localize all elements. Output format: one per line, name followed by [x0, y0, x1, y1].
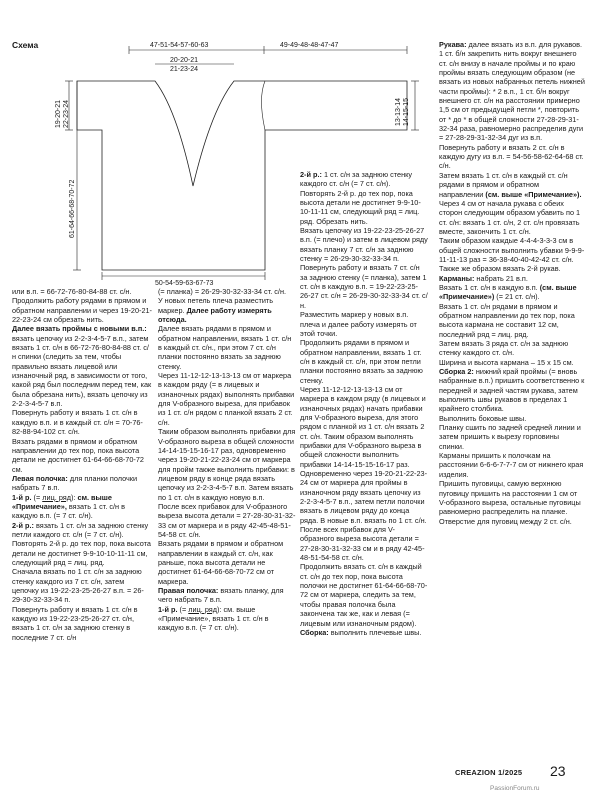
paragraph-text: (= — [177, 604, 189, 614]
paragraph: Вязать цепочку из 19-22-23-25-26-27 в.п. (= плечо) и затем в лицевом ряду вязать планку 7 ст. с/н за заднюю стенку = 26-29-30-32-33-34 п. — [300, 226, 428, 264]
paragraph-text: Вязать 1 ст. с/н в каждую в.п. — [439, 282, 540, 292]
subheading: Сборка: — [300, 627, 329, 637]
dim-armhole-2: 22-23-24 — [63, 99, 70, 128]
paragraph — [12, 493, 152, 521]
note-reference: (см. выше «Примечание»). — [485, 189, 582, 199]
text-column-4 — [439, 40, 585, 526]
note-reference: см. выше «Примечание», — [12, 492, 112, 511]
paragraph: Повернуть работу и вязать 1 ст. с/н в каждую в.п. и в каждый ст. с/н = 70-76-82-88-94-102 ст. с/н. — [12, 408, 143, 437]
paragraph: Разместить маркер у новых в.п. плеча и далее работу измерять от этой точки. — [300, 310, 417, 338]
subheading: Сборка 2: — [439, 367, 474, 377]
subheading: Правая полочка: — [158, 586, 219, 595]
paragraph: 1 ст. б/н закрепить нить вокруг внешнего ст. с/н внизу в начале проймы и по краю проймы вязать следующим образом (не вязать из новых набранных петель нижней части проймы): * 2 в.п., 1 ст. б/н вокруг внешнего ст. с/н на расстоянии примерно 1,5 см от предыдущей петли *, повторить от * до * в общей сложности 27-28-29-31-32-34 раза, равномерно распределив дуги = 27-28-29-31-32-34 дуг из в.п. — [439, 49, 585, 143]
paragraph: Пришить пуговицы, самую верхнюю пуговицу пришить на расстоянии 1 см от V-образного выреза, остальные пуговицы равномерно распределить на планке. Отверстие для пуговиц между 2 ст. с/н. — [439, 479, 581, 526]
paragraph-text: 1 ст. с/н за заднюю стенку каждого ст. с/н (= 7 ст. с/н). — [300, 170, 413, 189]
paragraph: Таким образом каждые 4-4-4-3-3-3 см в общей сложности выполнить убавки 9-9-9-11-11-13 раз = 36-38-40-40-42-42 ст. с/н. — [439, 236, 585, 264]
paragraph: Через 11-12-12-13-13-13 см от маркера в каждом ряду (= в лицевых и изнаночных рядах) выполнять прибавки для V-образного выреза, для прибавок из 1 ст. с/н рядом с планкой вязать 2 ст. с/н. — [158, 371, 295, 427]
underlined-text: лиц. ряд — [42, 492, 72, 502]
paragraph: Продолжить работу рядами в прямом и обратном направлении и через 19-20-21-22-23-24 см обрезать нить. — [12, 296, 152, 325]
paragraph-text: вязать планку, для чего набрать 7 в.п. — [158, 586, 284, 605]
paragraph-text: ): — [71, 492, 78, 502]
dim-cuff-1: 13-13-14 — [395, 97, 402, 126]
note-reference: (см. выше «Примечание») — [439, 282, 577, 302]
paragraph-text: Затем вязать 1 ст. с/н в каждый ст. с/н рядами в прямом и обратном направлении — [439, 170, 568, 199]
paragraph — [158, 586, 296, 605]
page-number: 23 — [550, 763, 566, 779]
dim-bottom: 50-54-59-63-67-73 — [155, 280, 214, 287]
paragraph: Ширина и высота кармана – 15 х 15 см. — [439, 357, 574, 367]
paragraph: Вязать рядами в прямом и обратном направлении до тех пор, пока высота детали не достигнет 61-64-66-68-70-72 см. — [12, 436, 144, 474]
paragraph: Повернуть работу и вязать 1 ст. с/н в каждую из 19-22-23-25-26-27 ст. с/н, вязать 1 ст. с/н за заднюю стенку в последние 7 ст. с/н — [12, 604, 138, 642]
paragraph-text: вязать 1 ст. с/н за заднюю стенку петли каждого ст. с/н (= 7 ст. с/н). — [12, 520, 149, 539]
emphasis: Далее работу измерять отсюда. — [158, 305, 272, 325]
row-label: 1-й р. — [158, 604, 178, 614]
paragraph-text: вязать 1 ст. с/н в каждую в.п. (= 7 ст. с/н). — [12, 501, 125, 521]
paragraph: Планку сшить по задней средней линии и затем пришить к вырезу горловины спинки. — [439, 423, 581, 451]
subheading: Далее вязать проймы с новыми в.п.: — [12, 324, 147, 334]
underlined-text: лиц. ряд — [188, 604, 218, 614]
paragraph: Карманы пришить к полочкам на расстоянии 6-6-6-7-7-7 см от нижнего края изделия. — [439, 451, 584, 479]
paragraph — [439, 367, 585, 414]
paragraph: Продолжить рядами в прямом и обратном направлении, вязать 1 ст. с/н в каждый ст. с/н, при этом петли планки постоянно вязать за заднюю стенку. — [300, 338, 423, 385]
paragraph — [158, 296, 296, 324]
paragraph-text: У новых петель плеча разместить маркер. — [158, 296, 274, 315]
paragraph — [439, 283, 585, 302]
watermark: PassionForum.ru — [490, 785, 540, 792]
paragraph: Сначала вязать по 1 ст. с/н за заднюю стенку каждого из 7 ст. с/н, затем цепочку из 19-22-23-25-26-27 в.п. = 26-29-30-32-33-34 п. — [12, 567, 144, 605]
paragraph — [158, 605, 296, 633]
text-column-2 — [158, 287, 296, 633]
paragraph — [439, 171, 585, 199]
paragraph — [12, 324, 152, 408]
paragraph: Продолжить вязать ст. с/н в каждый ст. с/н до тех пор, пока высота полочки не достигнет 61-64-66-68-70-72 см от маркера, следить за тем, чтобы правая полочка была закончена так же, как и левая (= лицевым или изнаночным рядом). — [300, 562, 428, 628]
paragraph: Выполнить боковые швы. — [439, 413, 527, 423]
subheading: Карманы: — [439, 273, 475, 283]
paragraph: Также же образом вязать 2-й рукав. — [439, 264, 561, 274]
paragraph-text: набрать 21 в.п. — [476, 273, 528, 283]
paragraph: Повторять 2-й р. до тех пор, пока высота детали не достигнет 9-9-10-10-11-11 см, следующий ряд = лиц. ряд. Обрезать нить. — [300, 188, 421, 226]
row-label: 2-й р.: — [300, 170, 322, 179]
magazine-issue: CREAZION 1/2025 — [455, 768, 523, 777]
subheading: Левая полочка: — [12, 473, 68, 483]
dim-neck-1: 20-20-21 — [170, 57, 199, 64]
paragraph: или в.п. = 66-72-76-80-84-88 ст. с/н. — [12, 287, 132, 296]
paragraph: Повторять 2-й р. до тех пор, пока высота детали не достигнет 9-9-10-10-11-11 см, следующий ряд = лиц. ряд. — [12, 539, 151, 567]
paragraph: (= планка) = 26-29-30-32-33-34 ст. с/н. — [158, 287, 287, 296]
paragraph-text: (= — [31, 492, 43, 502]
paragraph: Затем вязать 3 ряда ст. с/н за заднюю стенку каждого ст. с/н. — [439, 339, 569, 358]
dim-armhole-1: 19-20-21 — [55, 99, 62, 128]
paragraph — [12, 474, 152, 493]
paragraph-text: далее вязать из в.п. для рукавов. — [468, 40, 583, 49]
paragraph: Через 11-12-12-13-13-13 см от маркера в каждом ряду (в лицевых и изнаночных рядах) начать прибавки для V-образного выреза, для этого рядом с планкой из 1 ст. с/н вязать 2 ст. с/н. Таким образом выполнять прибавки для V-образного выреза в общей сложности выполнить прибавки 14-14-15-15-16-17 раз. Одновременно через 19-20-21-22-23-24 см от маркера для проймы в изнаночном ряду вязать цепочку из 2-2-3-4-5-7 в.п., затем петли полочки вязать в лицевом ряду до конца ряда. В новые в.п. вязать по 1 ст. с/н. После всех прибавок для V-образного выреза высота детали = 27-28-30-31-32-33 см и в ряду 42-45-48-51-54-58 ст. с/н. — [300, 384, 427, 563]
paragraph: Повернуть работу и вязать 7 ст. с/н за заднюю стенку (= планка), затем 1 ст. с/н в каждую в.п. = 19-22-23-25-26-27 ст. с/н = 26-29-30-32-33-34 ст. с/н. — [300, 263, 428, 310]
subheading: Рукава: — [439, 40, 467, 49]
paragraph-text: нижний край проймы (= вновь набранные в.п.) пришить соответственно к передней и задней частям рукава, затем выполнить швы рукавов в пределах 1 крайнего столбика. — [439, 367, 585, 414]
paragraph — [439, 274, 585, 283]
paragraph: Повернуть работу и вязать 2 ст. с/н в каждую дугу из в.п. = 54-56-58-62-64-68 ст. с/н. — [439, 142, 584, 171]
row-label: 1-й р. — [12, 492, 32, 502]
paragraph-text: для планки полочки набрать 7 в.п. — [12, 473, 138, 493]
paragraph: Таким образом выполнять прибавки для V-образного выреза в общей сложности 14-14-15-15-16-17 раз, одновременно через 19-20-21-22-23-24 см от маркера для пройм также выполнить прибавки: в лицевом ряду в конце ряда вязать цепочку из 2-2-3-4-5-7 в.п. Затем вязать по 1 ст. с/н в каждую новую в.п. — [158, 427, 296, 502]
paragraph-text: ): см. выше «Примечание», вязать 1 ст. с/н в каждую в.п. (= 7 ст. с/н). — [158, 604, 269, 633]
paragraph — [439, 40, 585, 49]
paragraph: Вязать рядами в прямом и обратном направлении в каждый ст. с/н, как раньше, пока высота детали не достигнет 61-64-66-68-70-72 см от маркера. — [158, 539, 284, 586]
paragraph: Через 4 см от начала рукава с обеих сторон следующим образом убавить по 1 ст. с/н: вязать 1 ст. с/н, 2 ст. с/н провязать вместе, закончить 1 ст. с/н. — [439, 198, 581, 236]
dim-cuff-2: 14-15-15 — [403, 97, 410, 126]
paragraph-text: вязать цепочку из 2-2-3-4-5-7 в.п., затем вязать 1 ст. с/н в 66-72-76-80-84-88 ст. с/н спинки (следить за тем, чтобы правильно вязать лицевой или изнаночный ряд, в зависимости от того, какой ряд был последним перед тем, как была обрезана нить), вязать цепочку из 2-2-3-4-5-7 в.п. — [12, 333, 152, 409]
dim-top-left: 47-51-54-57-60-63 — [150, 42, 209, 49]
paragraph — [300, 170, 428, 189]
paragraph-text: выполнить плечевые швы. — [330, 627, 422, 637]
dim-body-height: 61-64-66-68-70-72 — [69, 179, 76, 238]
text-column-3 — [300, 170, 428, 637]
dim-neck-2: 21-23-24 — [170, 66, 199, 73]
paragraph: Далее вязать рядами в прямом и обратном направлении, вязать 1 ст. с/н в каждый ст. с/н., при этом 7 ст. с/н планки постоянно вязать за заднюю стенку. — [158, 324, 292, 371]
dim-top-right: 49-49-48-48-47-47 — [280, 42, 339, 49]
paragraph-text: (= 21 ст. с/н). — [494, 292, 540, 302]
paragraph: Вязать 1 ст. с/н рядами в прямом и обратном направлении до тех пор, пока высота кармана не составит 12 см, последний ряд = лиц. ряд. — [439, 301, 575, 339]
paragraph — [300, 628, 428, 637]
paragraph — [12, 521, 152, 540]
paragraph: После всех прибавок для V-образного выреза высота детали = 27-28-30-31-32-33 см от маркера и в ряду 42-45-48-51-54-58 ст. с/н. — [158, 501, 296, 539]
schema-title: Схема — [12, 40, 39, 50]
text-column-1 — [12, 287, 152, 642]
row-label: 2-й р.: — [12, 520, 34, 530]
